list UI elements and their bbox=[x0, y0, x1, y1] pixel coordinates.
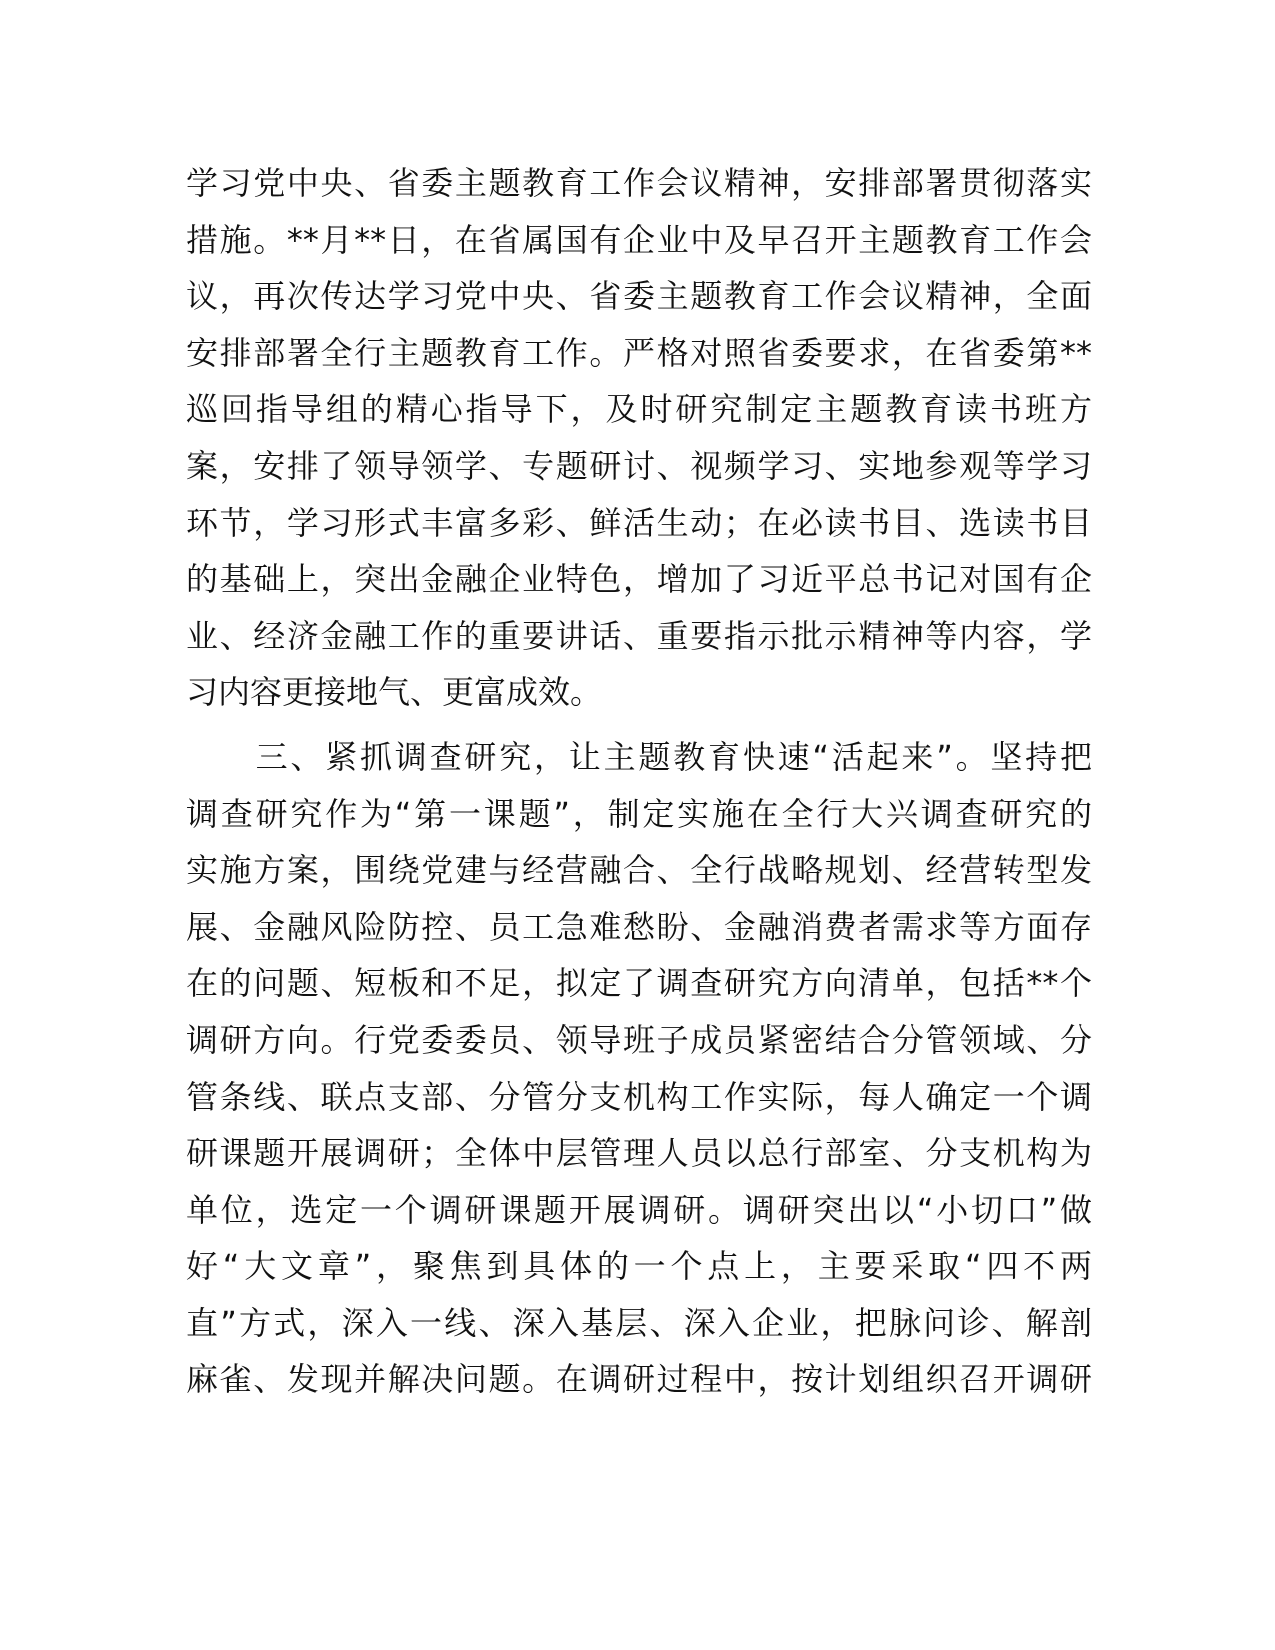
text-line: 管条线、联点支部、分管分支机构工作实际，每人确定一个调 bbox=[186, 1077, 1092, 1116]
text-line: 巡回指导组的精心指导下，及时研究制定主题教育读书班方 bbox=[186, 390, 1092, 429]
text-line: 研课题开展调研；全体中层管理人员以总行部室、分支机构为 bbox=[186, 1134, 1092, 1173]
text-line: 安排部署全行主题教育工作。严格对照省委要求，在省委第** bbox=[186, 333, 1092, 372]
text-line: 调查研究作为“第一课题”，制定实施在全行大兴调查研究的 bbox=[186, 794, 1092, 833]
text-line: 单位，选定一个调研课题开展调研。调研突出以“小切口”做 bbox=[186, 1190, 1092, 1229]
text-line: 三、紧抓调查研究，让主题教育快速“活起来”。坚持把 bbox=[186, 737, 1092, 776]
paragraph-1 bbox=[186, 155, 1092, 721]
text-line: 的基础上，突出金融企业特色，增加了习近平总书记对国有企 bbox=[186, 560, 1092, 599]
text-line: 习内容更接地气、更富成效。 bbox=[186, 673, 603, 712]
text-line: 展、金融风险防控、员工急难愁盼、金融消费者需求等方面存 bbox=[186, 907, 1092, 946]
text-line: 案，安排了领导领学、专题研讨、视频学习、实地参观等学习 bbox=[186, 446, 1092, 485]
text-line: 业、经济金融工作的重要讲话、重要指示批示精神等内容，学 bbox=[186, 616, 1092, 655]
text-line: 实施方案，围绕党建与经营融合、全行战略规划、经营转型发 bbox=[186, 851, 1092, 890]
text-line: 议，再次传达学习党中央、省委主题教育工作会议精神，全面 bbox=[186, 277, 1092, 316]
text-line: 环节，学习形式丰富多彩、鲜活生动；在必读书目、选读书目 bbox=[186, 503, 1092, 542]
text-line: 在的问题、短板和不足，拟定了调查研究方向清单，包括**个 bbox=[186, 964, 1092, 1003]
text-line: 调研方向。行党委委员、领导班子成员紧密结合分管领域、分 bbox=[186, 1020, 1092, 1059]
document-body bbox=[186, 155, 1092, 1408]
text-line: 好“大文章”，聚焦到具体的一个点上，主要采取“四不两 bbox=[186, 1247, 1092, 1286]
paragraph-2-section-three bbox=[186, 729, 1092, 1408]
text-line: 直”方式，深入一线、深入基层、深入企业，把脉问诊、解剖 bbox=[186, 1303, 1092, 1342]
text-line: 学习党中央、省委主题教育工作会议精神，安排部署贯彻落实 bbox=[186, 164, 1092, 202]
text-line: 措施。**月**日，在省属国有企业中及早召开主题教育工作会 bbox=[186, 220, 1092, 259]
paragraph-spacer bbox=[186, 721, 1092, 729]
text-line: 麻雀、发现并解决问题。在调研过程中，按计划组织召开调研 bbox=[186, 1360, 1092, 1399]
